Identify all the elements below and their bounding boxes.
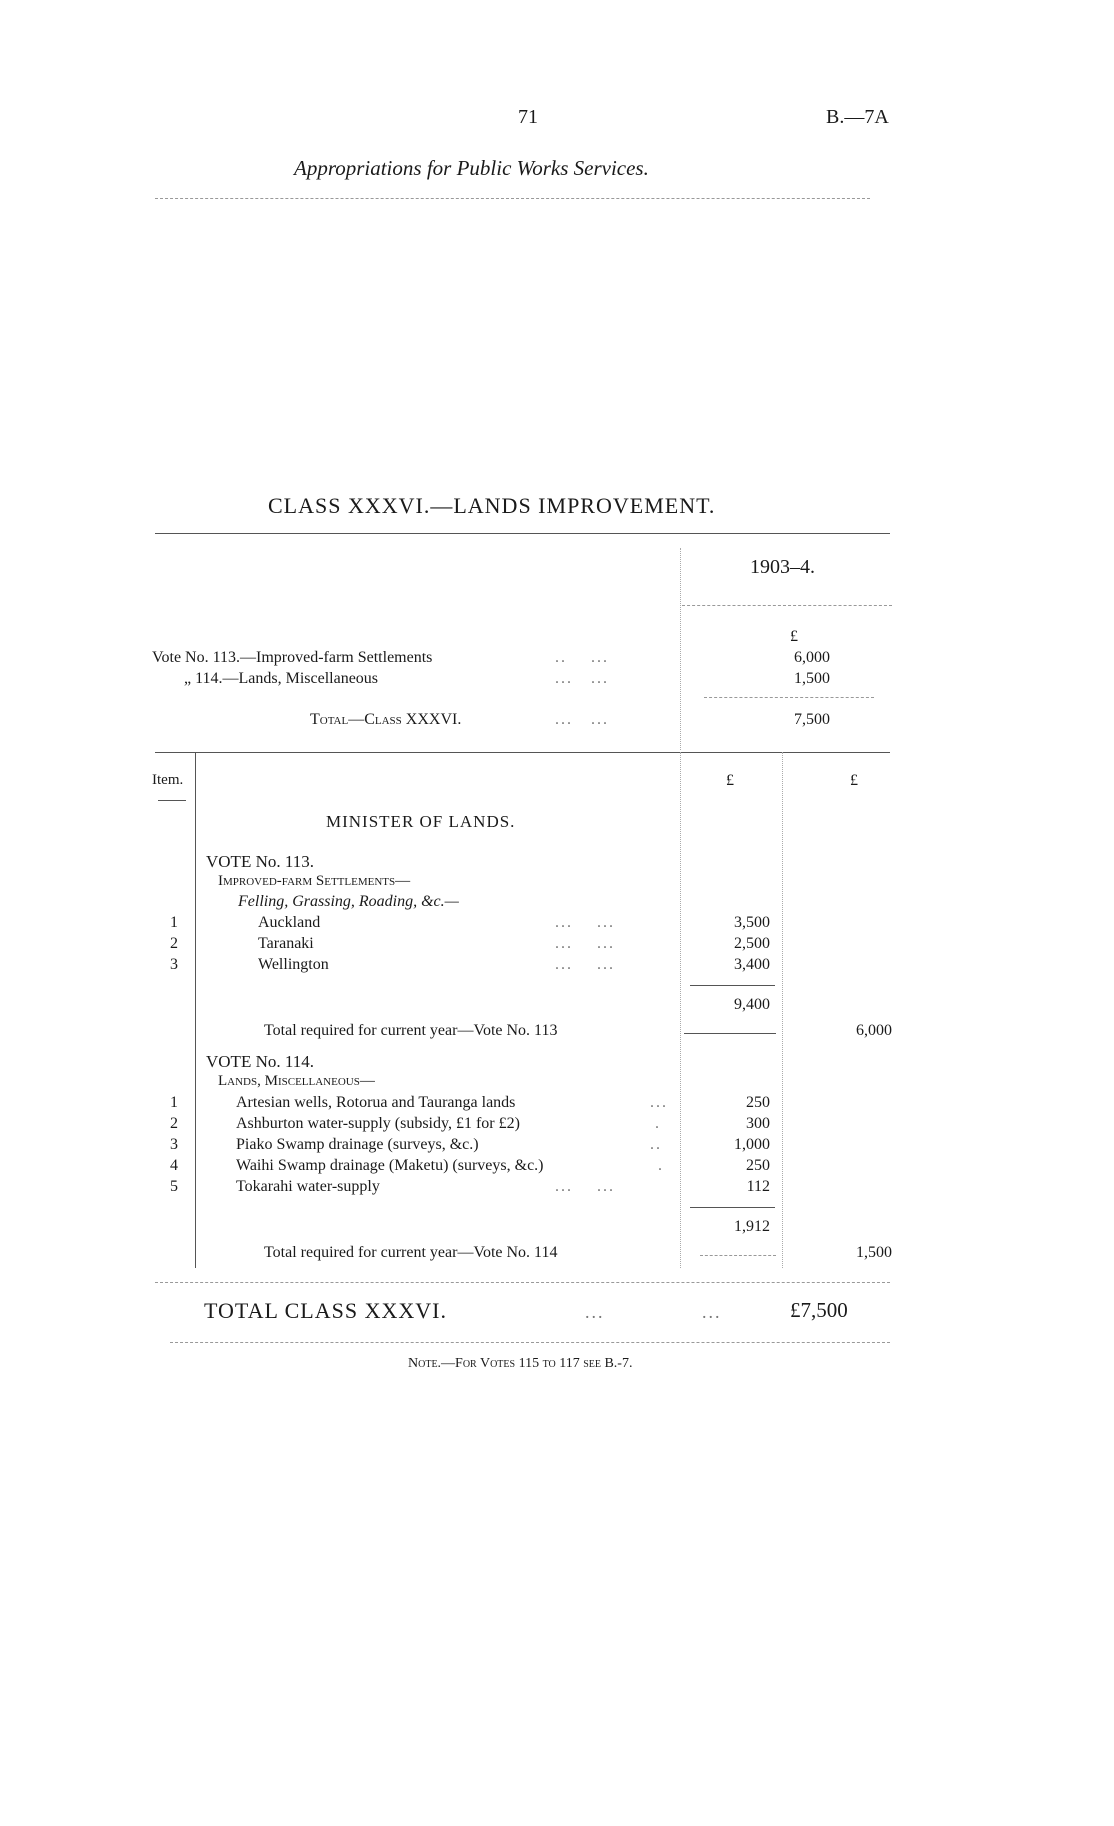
summary-row-label: Vote No. 113.—Improved-farm Settlements (152, 649, 433, 666)
vote-113-subsubtitle: Felling, Grassing, Roading, &c.— (238, 893, 459, 910)
total-column-divider (782, 752, 783, 1268)
leader-dots: ... ... (555, 935, 615, 952)
leader-dots: .. (650, 1136, 662, 1153)
vote-113-total-leader (684, 1033, 776, 1034)
vote-114-subtotal: 1,912 (734, 1218, 770, 1235)
leader-dots: . (655, 1115, 661, 1132)
item-label: Auckland (258, 914, 321, 931)
item-amount: 2,500 (734, 935, 770, 952)
summary-total-rule (704, 697, 874, 698)
item-header-rule (158, 800, 186, 801)
amount-column-divider (680, 752, 681, 1268)
summary-year: 1903–4. (750, 556, 815, 578)
item-amount: 250 (746, 1157, 770, 1174)
vote-114-total: 1,500 (856, 1244, 892, 1261)
item-number: 4 (170, 1157, 178, 1174)
grand-total-label: TOTAL CLASS XXXVI. (204, 1298, 447, 1323)
table-bottom-rule (155, 1282, 890, 1283)
footnote: Note.—For Votes 115 to 117 see B.-7. (408, 1356, 633, 1371)
item-label: Tokarahi water-supply (236, 1178, 380, 1195)
summary-row-label: „ 114.—Lands, Miscellaneous (184, 670, 379, 687)
item-number: 2 (170, 935, 178, 952)
summary-row-amount: 1,500 (794, 670, 830, 687)
vote-113-subtitle: Improved-farm Settlements— (218, 873, 411, 889)
vote-114-total-label: Total required for current year—Vote No. 114 (264, 1244, 558, 1261)
column-currency: £ (850, 772, 858, 789)
subtotal-rule (690, 1207, 775, 1208)
leader-dots: ... ... (555, 1178, 615, 1195)
header-rule (155, 198, 870, 199)
vote-113-subtotal: 9,400 (734, 996, 770, 1013)
page-title: Appropriations for Public Works Services. (294, 156, 649, 180)
item-amount: 250 (746, 1094, 770, 1111)
leader-dots: ... (650, 1094, 668, 1111)
grand-total-rule (170, 1342, 890, 1343)
item-label: Ashburton water-supply (subsidy, £1 for £2) (236, 1115, 520, 1132)
leader-dots: ... ... (585, 1302, 722, 1322)
table-top-rule (155, 752, 890, 753)
leader-dots: .. ... (555, 649, 609, 666)
item-label: Wellington (258, 956, 329, 973)
vote-114-total-leader (700, 1255, 776, 1256)
summary-column-divider (680, 548, 681, 750)
item-column-divider (195, 752, 196, 1268)
summary-currency: £ (790, 628, 798, 645)
item-number: 2 (170, 1115, 178, 1132)
summary-row-amount: 6,000 (794, 649, 830, 666)
column-currency: £ (726, 772, 734, 789)
document-reference: B.—7A (826, 106, 889, 128)
item-number: 3 (170, 956, 178, 973)
leader-dots: . (658, 1157, 664, 1174)
vote-114-subtitle: Lands, Miscellaneous— (218, 1073, 375, 1089)
vote-114-title: VOTE No. 114. (206, 1052, 314, 1071)
item-number: 5 (170, 1178, 178, 1195)
item-label: Taranaki (258, 935, 314, 952)
summary-total-label: Total—Class XXXVI. (310, 711, 462, 728)
vote-113-total: 6,000 (856, 1022, 892, 1039)
grand-total-amount: £7,500 (790, 1298, 848, 1322)
item-amount: 300 (746, 1115, 770, 1132)
vote-113-title: VOTE No. 113. (206, 852, 314, 871)
leader-dots: ... ... (555, 670, 609, 687)
item-amount: 3,500 (734, 914, 770, 931)
class-heading-rule (155, 533, 890, 534)
leader-dots: ... ... (555, 711, 609, 728)
subtotal-rule (690, 985, 775, 986)
item-amount: 112 (746, 1178, 770, 1195)
summary-total-amount: 7,500 (794, 711, 830, 728)
item-amount: 3,400 (734, 956, 770, 973)
page-number: 71 (518, 106, 538, 128)
item-label: Artesian wells, Rotorua and Tauranga lands (236, 1094, 516, 1111)
item-number: 3 (170, 1136, 178, 1153)
class-heading: CLASS XXXVI.—LANDS IMPROVEMENT. (268, 493, 716, 518)
leader-dots: ... ... (555, 914, 615, 931)
leader-dots: ... ... (555, 956, 615, 973)
item-label: Waihi Swamp drainage (Maketu) (surveys, &c.) (236, 1157, 544, 1174)
minister-heading: MINISTER OF LANDS. (326, 812, 516, 831)
summary-year-rule (682, 605, 892, 606)
item-column-header: Item. (152, 772, 184, 788)
item-amount: 1,000 (734, 1136, 770, 1153)
vote-113-total-label: Total required for current year—Vote No. 113 (264, 1022, 558, 1039)
item-number: 1 (170, 914, 178, 931)
item-label: Piako Swamp drainage (surveys, &c.) (236, 1136, 479, 1153)
item-number: 1 (170, 1094, 178, 1111)
